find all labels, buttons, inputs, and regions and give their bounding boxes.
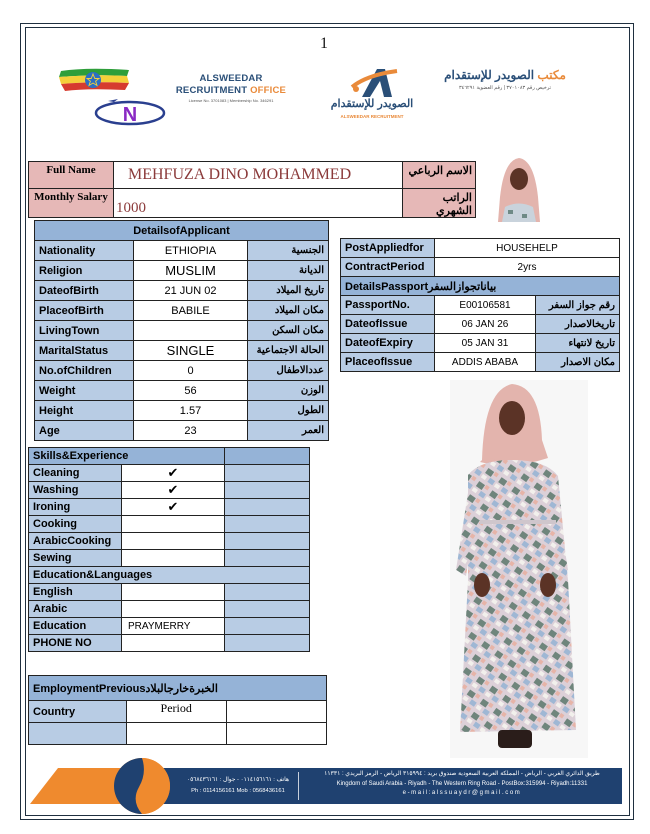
table-row [35, 321, 329, 341]
phone-blank [225, 635, 310, 652]
religion-value: MUSLIM [134, 261, 248, 281]
footer-phone-en: Ph : 0114156161 Mob : 0568436161 [191, 788, 285, 794]
date-of-expiry-value: 05 JAN 31 [435, 334, 536, 353]
dob-label: DateofBirth [35, 281, 134, 301]
svg-text:N: N [122, 104, 138, 126]
company-name-en-office: OFFICE [250, 85, 287, 96]
table-row [29, 618, 310, 635]
age-label: Age [35, 421, 134, 441]
place-of-issue-value: ADDIS ABABA [435, 353, 536, 372]
full-name-label-ar: الاسم الرباعي [403, 162, 476, 189]
english-blank [225, 584, 310, 601]
skill-washing-check: ✔ [122, 482, 225, 499]
logo-name-en: ALSWEEDAR RECRUITMENT [340, 114, 404, 119]
full-name-label: Full Name [29, 162, 114, 189]
table-row [341, 353, 620, 372]
english-value [122, 584, 225, 601]
table-row [35, 281, 329, 301]
table-row [29, 516, 310, 533]
weight-label: Weight [35, 381, 134, 401]
place-of-birth-label: PlaceofBirth [35, 301, 134, 321]
skill-cooking-blank [225, 516, 310, 533]
salary-value: 1000 [114, 189, 403, 218]
table-row [29, 499, 310, 516]
footer-address-en: Kingdom of Saudi Arabia - Riyadh - The Western Ring Road - PostBox:315994 - Riyadh:11331 [336, 780, 588, 787]
age-label-ar: العمر [248, 421, 329, 441]
skill-arabic-cooking-label: ArabicCooking [29, 533, 122, 550]
alsweedar-arabic-logo [430, 68, 580, 91]
table-row [29, 550, 310, 567]
table-row [35, 401, 329, 421]
salary-row [29, 189, 476, 218]
table-row [35, 421, 329, 441]
skill-cleaning-blank [225, 465, 310, 482]
table-row [29, 635, 310, 652]
footer-phone-ar: هاتف : ٠١١٤١٥٦١٦١ - جوال : ٠٥٦٨٤٣٦١٦١ [187, 777, 289, 783]
table-row [35, 361, 329, 381]
education-header-row [29, 567, 310, 584]
weight-label-ar: الوزن [248, 381, 329, 401]
religion-label-ar: الديانة [248, 261, 329, 281]
place-of-issue-label-ar: مكان الاصدار [536, 353, 620, 372]
previous-employment-title: EmploymentPreviousالخبرةخارجالبلاد [29, 676, 327, 701]
a-letter-icon [322, 67, 422, 99]
table-row [341, 258, 620, 277]
footer-phone-block [180, 775, 296, 797]
contract-period-label: ContractPeriod [341, 258, 435, 277]
footer-divider [298, 772, 299, 800]
period-value [126, 723, 226, 745]
skill-cooking-label: Cooking [29, 516, 122, 533]
nationality-label: Nationality [35, 241, 134, 261]
country-value [29, 723, 127, 745]
salary-label-ar: الراتب الشهري [403, 189, 476, 218]
table-row [341, 334, 620, 353]
english-label: English [29, 584, 122, 601]
alsweedar-a-logo [322, 67, 422, 125]
full-name-value: MEHFUZA DINO MOHAMMED [114, 162, 403, 189]
dob-label-ar: تاريخ الميلاد [248, 281, 329, 301]
place-of-birth-label-ar: مكان الميلاد [248, 301, 329, 321]
table-row [35, 301, 329, 321]
marital-status-label: MaritalStatus [35, 341, 134, 361]
country-label: Country [29, 701, 127, 723]
skill-arabic-cooking-blank [225, 533, 310, 550]
period-label: Period [126, 701, 226, 723]
skill-ironing-check: ✔ [122, 499, 225, 516]
passport-no-label: PassportNo. [341, 296, 435, 315]
skills-title: Skills&Experience [29, 448, 225, 465]
applicant-full-body-photo [450, 380, 588, 758]
table-row [341, 239, 620, 258]
table-row [29, 701, 327, 723]
footer-email[interactable]: e-mail:alssuaydr@gmail.com [402, 790, 522, 796]
date-of-expiry-label-ar: تاريخ لانتهاء [536, 334, 620, 353]
passport-no-label-ar: رقم جواز السفر [536, 296, 620, 315]
arabic-label: Arabic [29, 601, 122, 618]
contract-period-value: 2yrs [435, 258, 620, 277]
nationality-label-ar: الجنسية [248, 241, 329, 261]
height-label: Height [35, 401, 134, 421]
place-of-issue-label: PlaceofIssue [341, 353, 435, 372]
n-travel-logo [94, 96, 166, 126]
religion-label: Religion [35, 261, 134, 281]
footer-logo-circle [113, 757, 171, 815]
skill-cooking-check [122, 516, 225, 533]
license-text-ar: ترخيص رقم ٣٧٠١٠٨٣ | رقم العضوية ٣٤٦٢٩١ [458, 85, 552, 91]
table-row [29, 723, 327, 745]
full-name-row [29, 162, 476, 189]
living-town-label-ar: مكان السكن [248, 321, 329, 341]
place-of-birth-value: BABILE [134, 301, 248, 321]
nationality-value: ETHIOPIA [134, 241, 248, 261]
table-row [35, 381, 329, 401]
table-row [29, 584, 310, 601]
employment-blank-1 [226, 701, 326, 723]
skill-sewing-blank [225, 550, 310, 567]
identity-table [28, 161, 476, 218]
applicant-portrait-photo [490, 152, 548, 222]
table-row [29, 482, 310, 499]
arabic-value [122, 601, 225, 618]
footer-address-ar: طريق الدائري الغربي - الرياض - المملكة العربية السعودية صندوق بريد : ٣١٥٩٩٤ الرياض - الرمز البريدي : ١١٣٣١ [324, 771, 600, 777]
page-number: 1 [320, 35, 328, 52]
skill-ironing-label: Ironing [29, 499, 122, 516]
table-row [35, 261, 329, 281]
skill-ironing-blank [225, 499, 310, 516]
dob-value: 21 JUN 02 [134, 281, 248, 301]
skills-header-blank [225, 448, 310, 465]
applicant-details-title: DetailsofApplicant [35, 221, 329, 241]
age-value: 23 [134, 421, 248, 441]
skills-education-table [28, 447, 310, 652]
skill-cleaning-label: Cleaning [29, 465, 122, 482]
table-row [341, 296, 620, 315]
marital-status-label-ar: الحالة الاجتماعية [248, 341, 329, 361]
logo-name-ar: الصويدر للإستقدام [330, 98, 414, 110]
education-value: PRAYMERRY [122, 618, 225, 635]
table-row [29, 465, 310, 482]
weight-value: 56 [134, 381, 248, 401]
post-applied-label: PostAppliedfor [341, 239, 435, 258]
children-value: 0 [134, 361, 248, 381]
skills-header-row [29, 448, 310, 465]
table-row [341, 315, 620, 334]
living-town-value [134, 321, 248, 341]
previous-employment-table [28, 675, 327, 745]
education-label: Education [29, 618, 122, 635]
skill-washing-label: Washing [29, 482, 122, 499]
applicant-details-table [34, 220, 329, 441]
education-blank [225, 618, 310, 635]
phone-value [122, 635, 225, 652]
skill-washing-blank [225, 482, 310, 499]
passport-no-value: E00106581 [435, 296, 536, 315]
date-of-expiry-label: DateofExpiry [341, 334, 435, 353]
license-text-en: License No. 3701083 | Membership No. 346291 [188, 98, 274, 103]
alsweedar-english-logo [168, 73, 294, 103]
children-label: No.ofChildren [35, 361, 134, 381]
skill-arabic-cooking-check [122, 533, 225, 550]
table-row [29, 533, 310, 550]
footer-address-block [303, 770, 621, 799]
height-value: 1.57 [134, 401, 248, 421]
children-label-ar: عددالاطفال [248, 361, 329, 381]
date-of-issue-label: DateofIssue [341, 315, 435, 334]
height-label-ar: الطول [248, 401, 329, 421]
date-of-issue-value: 06 JAN 26 [435, 315, 536, 334]
marital-status-value: SINGLE [134, 341, 248, 361]
skill-sewing-label: Sewing [29, 550, 122, 567]
phone-label: PHONE NO [29, 635, 122, 652]
company-name-ar-office: مكتب [534, 68, 566, 82]
passport-details-title: DetailsPassportبياناتجوازالسفر [341, 277, 620, 296]
company-name-en-line1: ALSWEEDAR [199, 73, 263, 84]
living-town-label: LivingTown [35, 321, 134, 341]
table-row [35, 241, 329, 261]
post-applied-value: HOUSEHELP [435, 239, 620, 258]
table-row [29, 601, 310, 618]
salary-label: Monthly Salary [29, 189, 114, 218]
skill-cleaning-check: ✔ [122, 465, 225, 482]
arabic-blank [225, 601, 310, 618]
company-name-ar: الصويدر للإستقدام [444, 68, 535, 82]
ethiopia-flag-logo [57, 67, 133, 93]
date-of-issue-label-ar: تاريخالاصدار [536, 315, 620, 334]
company-name-en-line2: RECRUITMENT [175, 85, 251, 96]
education-title: Education&Languages [29, 567, 310, 584]
employment-blank-2 [226, 723, 326, 745]
table-row [35, 341, 329, 361]
skill-sewing-check [122, 550, 225, 567]
post-passport-table [340, 238, 620, 372]
